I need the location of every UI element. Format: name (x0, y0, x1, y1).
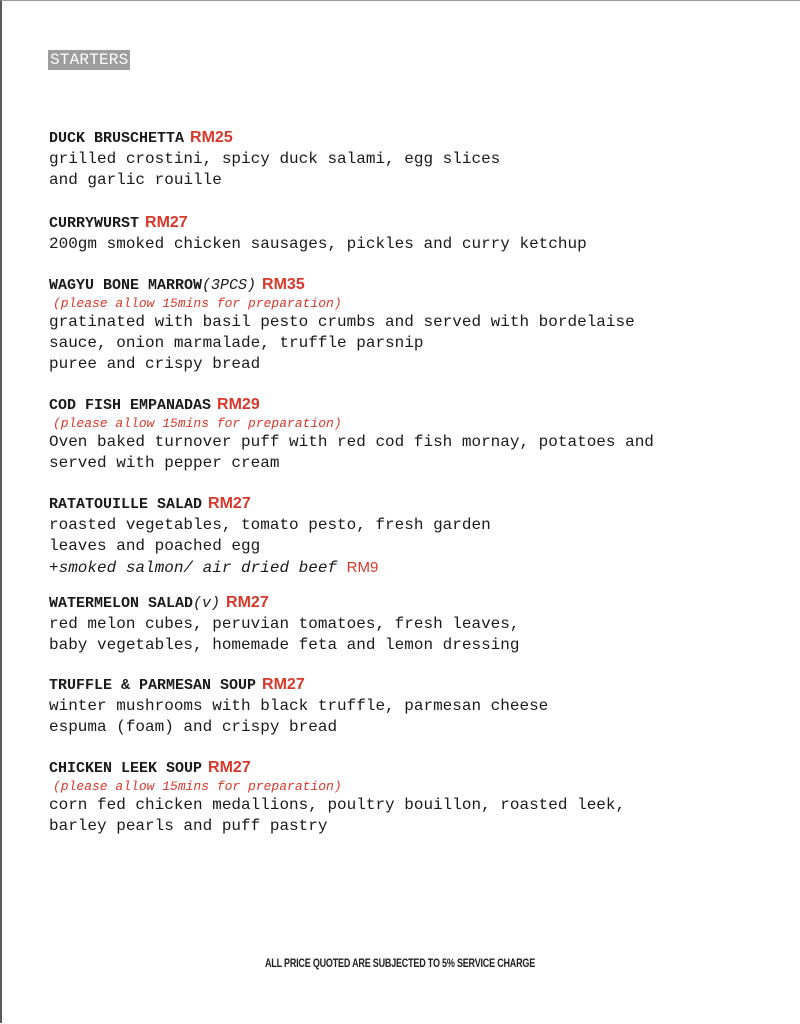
menu-item (49, 395, 769, 474)
item-price: RM29 (217, 396, 260, 413)
item-price: RM27 (145, 214, 188, 231)
item-price: RM35 (262, 276, 305, 293)
item-name: CURRYWURST (49, 215, 140, 232)
menu-item (49, 494, 769, 579)
item-description-line: red melon cubes, peruvian tomatoes, fresh leaves, (49, 615, 520, 633)
item-title (49, 758, 769, 779)
item-description-line: roasted vegetables, tomato pesto, fresh garden (49, 516, 491, 534)
preparation-note: (please allow 15mins for preparation) (53, 296, 342, 311)
item-description-line: baby vegetables, homemade feta and lemon dressing (49, 636, 520, 654)
item-name: WATERMELON SALAD (49, 595, 194, 612)
item-name: RATATOUILLE SALAD (49, 496, 203, 513)
addon-price: RM9 (346, 559, 379, 576)
section-heading: STARTERS (50, 51, 129, 69)
item-addon (49, 557, 769, 579)
item-name: WAGYU BONE MARROW (49, 277, 203, 294)
item-title (49, 593, 769, 614)
item-title (49, 494, 769, 515)
item-description-line: leaves and poached egg (49, 537, 261, 555)
item-description-line: 200gm smoked chicken sausages, pickles and curry ketchup (49, 235, 587, 253)
item-title (49, 213, 769, 234)
item-title (49, 395, 769, 416)
menu-item (49, 128, 769, 191)
item-name: COD FISH EMPANADAS (49, 397, 212, 414)
item-price: RM27 (208, 495, 251, 512)
item-description-line: grilled crostini, spicy duck salami, egg slices (49, 150, 501, 168)
item-name: TRUFFLE & PARMESAN SOUP (49, 677, 257, 694)
menu-item (49, 213, 769, 255)
item-description-line: and garlic rouille (49, 171, 222, 189)
service-charge-footer: ALL PRICE QUOTED ARE SUBJECTED TO 5% SERVICE CHARGE (264, 956, 535, 970)
item-description-line: winter mushrooms with black truffle, parmesan cheese (49, 697, 549, 715)
preparation-note: (please allow 15mins for preparation) (53, 779, 342, 794)
addon-text: +smoked salmon/ air dried beef (49, 559, 338, 577)
item-note: (v) (193, 595, 221, 612)
item-name: CHICKEN LEEK SOUP (49, 760, 203, 777)
menu-item (49, 758, 769, 837)
menu-item (49, 675, 769, 738)
item-title (49, 128, 769, 149)
item-description-line: barley pearls and puff pastry (49, 817, 328, 835)
item-description-line: sauce, onion marmalade, truffle parsnip (49, 334, 424, 352)
item-description-line: espuma (foam) and crispy bread (49, 718, 338, 736)
item-note: (3PCS) (202, 277, 257, 294)
menu-list (49, 128, 769, 837)
item-name: DUCK BRUSCHETTA (49, 130, 185, 147)
item-description-line: puree and crispy bread (49, 355, 261, 373)
item-price: RM27 (262, 676, 305, 693)
item-title (49, 275, 769, 296)
item-price: RM25 (190, 129, 233, 146)
menu-item (49, 593, 769, 656)
menu-item (49, 275, 769, 375)
item-price: RM27 (226, 594, 269, 611)
item-description-line: served with pepper cream (49, 454, 280, 472)
item-price: RM27 (208, 759, 251, 776)
item-title (49, 675, 769, 696)
item-description-line: gratinated with basil pesto crumbs and served with bordelaise (49, 313, 635, 331)
item-description-line: corn fed chicken medallions, poultry bouillon, roasted leek, (49, 796, 626, 814)
preparation-note: (please allow 15mins for preparation) (53, 416, 342, 431)
item-description-line: Oven baked turnover puff with red cod fish mornay, potatoes and (49, 433, 654, 451)
